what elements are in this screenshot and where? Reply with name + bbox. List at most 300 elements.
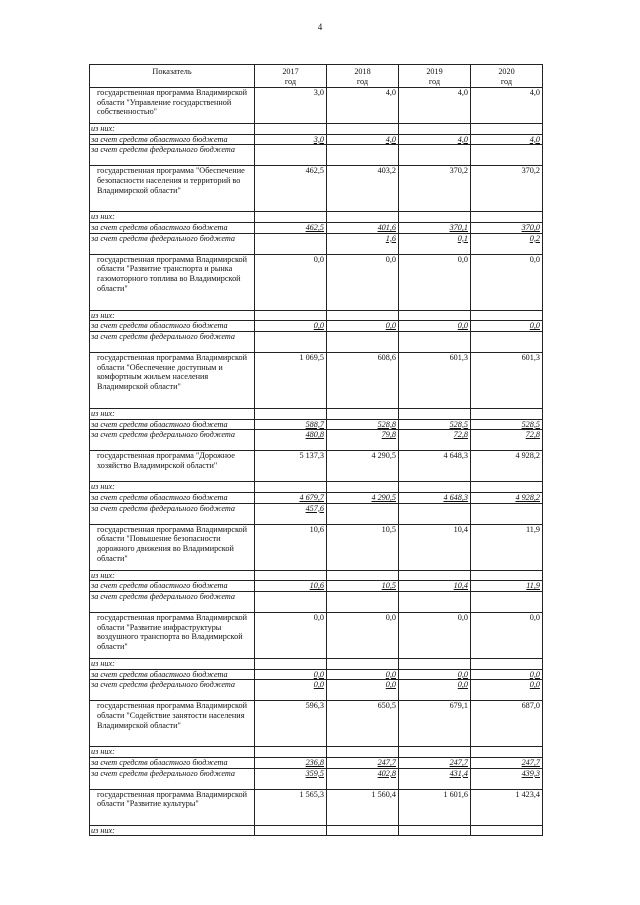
- value-text: 0,0: [385, 669, 396, 679]
- value-cell: [471, 669, 543, 680]
- program-row: [90, 451, 543, 482]
- value-text: 528,5: [449, 419, 468, 429]
- sub-row: [90, 503, 543, 524]
- value-text: 0,0: [313, 613, 324, 623]
- value-text: 370,1: [449, 223, 468, 233]
- value-text: 0,0: [529, 254, 540, 264]
- value-text: 72,8: [453, 430, 468, 440]
- value-cell: [399, 613, 471, 659]
- value-cell: [255, 145, 327, 166]
- value-cell: [255, 409, 327, 420]
- table-body: [90, 88, 543, 836]
- value-cell: [327, 768, 399, 789]
- header-year: 2020: [498, 67, 515, 76]
- value-cell: [327, 430, 399, 451]
- value-cell: [399, 669, 471, 680]
- value-cell: [327, 145, 399, 166]
- value-cell: [327, 332, 399, 353]
- value-cell: [255, 134, 327, 145]
- value-cell: [399, 233, 471, 254]
- value-text: 401,6: [377, 223, 396, 233]
- value-text: 1 423,4: [515, 789, 540, 799]
- value-text: 0,0: [385, 613, 396, 623]
- value-cell: [471, 145, 543, 166]
- value-cell: [255, 321, 327, 332]
- sub-row: [90, 768, 543, 789]
- value-text: 0,2: [529, 233, 540, 243]
- value-cell: [255, 482, 327, 493]
- value-text: 1 565,3: [299, 789, 324, 799]
- sub-row: [90, 825, 543, 836]
- sub-label: за счет средств областного бюджета: [90, 419, 255, 430]
- value-text: 0,0: [529, 669, 540, 679]
- value-cell: [255, 419, 327, 430]
- value-text: 1,6: [385, 233, 396, 243]
- value-text: 370,2: [521, 166, 540, 176]
- value-cell: [471, 451, 543, 482]
- value-cell: [399, 659, 471, 670]
- value-cell: [327, 747, 399, 758]
- value-text: 0,0: [385, 680, 396, 690]
- value-text: 236,8: [305, 758, 324, 768]
- value-cell: [327, 758, 399, 769]
- value-cell: [399, 768, 471, 789]
- value-cell: [255, 212, 327, 223]
- value-cell: [255, 659, 327, 670]
- value-text: 72,8: [525, 430, 540, 440]
- value-cell: [471, 592, 543, 613]
- program-row: [90, 166, 543, 212]
- program-row: [90, 613, 543, 659]
- sub-label: за счет средств областного бюджета: [90, 493, 255, 504]
- program-label: государственная программа Владимирской области "Развитие культуры": [90, 789, 255, 825]
- value-cell: [471, 430, 543, 451]
- value-cell: [255, 592, 327, 613]
- value-cell: [471, 825, 543, 836]
- value-cell: [255, 166, 327, 212]
- value-cell: [255, 613, 327, 659]
- header-year: 2019: [426, 67, 443, 76]
- program-label: государственная программа Владимирской области "Управление государственной собственностью": [90, 88, 255, 124]
- value-cell: [471, 419, 543, 430]
- value-cell: [399, 223, 471, 234]
- value-text: 10,5: [381, 581, 396, 591]
- value-cell: [327, 493, 399, 504]
- sub-label: за счет средств федерального бюджета: [90, 145, 255, 166]
- sub-row: [90, 747, 543, 758]
- value-text: 457,6: [305, 503, 324, 513]
- value-cell: [255, 570, 327, 581]
- budget-table: [89, 64, 543, 836]
- value-cell: [399, 124, 471, 135]
- value-cell: [255, 124, 327, 135]
- value-text: 79,8: [381, 430, 396, 440]
- value-cell: [255, 789, 327, 825]
- sub-row: [90, 332, 543, 353]
- value-cell: [255, 332, 327, 353]
- value-text: 4 648,3: [443, 451, 468, 461]
- sub-label: за счет средств областного бюджета: [90, 134, 255, 145]
- value-cell: [327, 223, 399, 234]
- value-text: 247,7: [449, 758, 468, 768]
- sub-label: за счет средств областного бюджета: [90, 669, 255, 680]
- value-text: 11,9: [525, 524, 540, 534]
- value-text: 0,0: [313, 321, 324, 331]
- value-text: 402,8: [377, 768, 396, 778]
- header-unit: год: [356, 76, 369, 86]
- value-text: 462,5: [305, 166, 324, 176]
- header-year-2018: [327, 65, 399, 88]
- value-text: 439,3: [521, 768, 540, 778]
- value-cell: [327, 482, 399, 493]
- value-text: 4,0: [529, 88, 540, 97]
- value-cell: [399, 332, 471, 353]
- value-cell: [471, 680, 543, 701]
- program-label: государственная программа "Дорожное хозяйство Владимирской области": [90, 451, 255, 482]
- value-text: 5 137,3: [299, 451, 324, 461]
- sub-label: за счет средств областного бюджета: [90, 223, 255, 234]
- value-text: 0,0: [313, 254, 324, 264]
- value-cell: [399, 254, 471, 310]
- value-cell: [327, 353, 399, 409]
- header-indicator: Показатель: [90, 65, 255, 88]
- sub-label: из них:: [90, 124, 255, 135]
- program-row: [90, 254, 543, 310]
- value-text: 11,9: [526, 581, 540, 591]
- sub-row: [90, 758, 543, 769]
- program-label: государственная программа "Обеспечение безопасности населения и территорий во Владимирской области": [90, 166, 255, 212]
- value-text: 601,3: [521, 353, 540, 363]
- value-cell: [399, 419, 471, 430]
- sub-label: за счет средств федерального бюджета: [90, 430, 255, 451]
- value-text: 4,0: [457, 88, 468, 97]
- sub-row: [90, 669, 543, 680]
- value-cell: [255, 233, 327, 254]
- value-cell: [255, 825, 327, 836]
- value-text: 403,2: [377, 166, 396, 176]
- value-cell: [327, 212, 399, 223]
- value-text: 4 928,2: [515, 451, 540, 461]
- value-text: 10,4: [453, 524, 468, 534]
- sub-row: [90, 124, 543, 135]
- value-cell: [327, 166, 399, 212]
- program-row: [90, 701, 543, 747]
- value-cell: [255, 768, 327, 789]
- value-cell: [327, 134, 399, 145]
- value-text: 0,0: [457, 669, 468, 679]
- value-cell: [327, 592, 399, 613]
- value-cell: [471, 321, 543, 332]
- value-cell: [327, 419, 399, 430]
- value-text: 0,1: [457, 233, 468, 243]
- value-cell: [255, 88, 327, 124]
- sub-row: [90, 409, 543, 420]
- value-cell: [327, 254, 399, 310]
- value-text: 0,0: [529, 680, 540, 690]
- sub-row: [90, 212, 543, 223]
- value-text: 10,4: [453, 581, 468, 591]
- value-text: 4 928,2: [515, 493, 540, 503]
- sub-row: [90, 581, 543, 592]
- value-cell: [399, 789, 471, 825]
- sub-label: за счет средств федерального бюджета: [90, 233, 255, 254]
- value-text: 370,2: [449, 166, 468, 176]
- value-cell: [399, 680, 471, 701]
- value-cell: [327, 451, 399, 482]
- sub-row: [90, 145, 543, 166]
- program-label: государственная программа Владимирской области "Развитие транспорта и рынка газомоторного топлива во Владимирской области": [90, 254, 255, 310]
- value-cell: [471, 524, 543, 570]
- sub-row: [90, 310, 543, 321]
- sub-row: [90, 134, 543, 145]
- value-cell: [399, 353, 471, 409]
- value-cell: [471, 353, 543, 409]
- value-cell: [255, 747, 327, 758]
- program-label: государственная программа Владимирской области "Содействие занятости населения Владимирской области": [90, 701, 255, 747]
- value-cell: [399, 88, 471, 124]
- value-text: 0,0: [457, 613, 468, 623]
- sub-label: из них:: [90, 310, 255, 321]
- sub-label: за счет средств федерального бюджета: [90, 680, 255, 701]
- sub-label: из них:: [90, 212, 255, 223]
- value-cell: [327, 669, 399, 680]
- value-cell: [471, 223, 543, 234]
- value-text: 1 601,6: [443, 789, 468, 799]
- sub-row: [90, 223, 543, 234]
- value-cell: [327, 789, 399, 825]
- sub-label: за счет средств федерального бюджета: [90, 768, 255, 789]
- sub-row: [90, 482, 543, 493]
- value-text: 4 290,5: [371, 451, 396, 461]
- sub-row: [90, 680, 543, 701]
- value-text: 0,0: [529, 613, 540, 623]
- sub-label: из них:: [90, 747, 255, 758]
- value-text: 650,5: [377, 701, 396, 711]
- sub-row: [90, 233, 543, 254]
- value-cell: [471, 254, 543, 310]
- value-text: 679,1: [449, 701, 468, 711]
- sub-row: [90, 659, 543, 670]
- value-text: 596,3: [305, 701, 324, 711]
- value-cell: [399, 430, 471, 451]
- value-text: 4 679,7: [299, 493, 324, 503]
- program-row: [90, 88, 543, 124]
- value-text: 0,0: [385, 254, 396, 264]
- value-text: 687,0: [521, 701, 540, 711]
- program-label: государственная программа Владимирской области "Повышение безопасности дорожного движения во Владимирской области": [90, 524, 255, 570]
- value-text: 528,8: [377, 419, 396, 429]
- header-year-2019: [399, 65, 471, 88]
- value-cell: [399, 747, 471, 758]
- value-text: 0,0: [313, 680, 324, 690]
- value-cell: [471, 332, 543, 353]
- value-cell: [255, 353, 327, 409]
- value-cell: [327, 88, 399, 124]
- value-text: 4,0: [385, 134, 396, 144]
- value-cell: [399, 493, 471, 504]
- value-cell: [399, 482, 471, 493]
- value-cell: [255, 451, 327, 482]
- value-cell: [399, 321, 471, 332]
- value-cell: [255, 524, 327, 570]
- value-cell: [327, 581, 399, 592]
- value-text: 359,5: [305, 768, 324, 778]
- sub-label: из них:: [90, 409, 255, 420]
- value-cell: [399, 503, 471, 524]
- page-number: 4: [317, 22, 323, 32]
- value-cell: [255, 254, 327, 310]
- value-cell: [255, 758, 327, 769]
- value-text: 10,5: [381, 524, 396, 534]
- value-cell: [471, 88, 543, 124]
- value-text: 247,7: [521, 758, 540, 768]
- value-cell: [471, 166, 543, 212]
- value-text: 3,0: [313, 134, 324, 144]
- value-cell: [327, 524, 399, 570]
- value-text: 0,0: [457, 680, 468, 690]
- value-cell: [327, 825, 399, 836]
- value-text: 4 648,3: [443, 493, 468, 503]
- value-cell: [471, 212, 543, 223]
- value-cell: [399, 524, 471, 570]
- value-cell: [327, 701, 399, 747]
- value-cell: [471, 768, 543, 789]
- value-cell: [255, 430, 327, 451]
- sub-label: за счет средств федерального бюджета: [90, 592, 255, 613]
- value-cell: [327, 124, 399, 135]
- value-text: 431,4: [449, 768, 468, 778]
- value-cell: [255, 493, 327, 504]
- sub-row: [90, 570, 543, 581]
- value-text: 608,6: [377, 353, 396, 363]
- value-cell: [255, 310, 327, 321]
- program-label: государственная программа Владимирской области "Развитие инфраструктуры воздушного транспорта во Владимирской области": [90, 613, 255, 659]
- value-cell: [399, 409, 471, 420]
- value-cell: [255, 680, 327, 701]
- value-cell: [471, 747, 543, 758]
- value-text: 1 560,4: [371, 789, 396, 799]
- value-cell: [327, 409, 399, 420]
- value-cell: [327, 659, 399, 670]
- sub-row: [90, 321, 543, 332]
- value-text: 0,0: [457, 321, 468, 331]
- value-text: 370,0: [521, 223, 540, 233]
- header-year-2020: [471, 65, 543, 88]
- sub-label: из них:: [90, 482, 255, 493]
- value-text: 3,0: [313, 88, 324, 97]
- value-cell: [255, 669, 327, 680]
- value-cell: [471, 581, 543, 592]
- value-cell: [399, 134, 471, 145]
- value-cell: [327, 310, 399, 321]
- value-cell: [399, 701, 471, 747]
- sub-row: [90, 430, 543, 451]
- value-cell: [471, 124, 543, 135]
- sub-row: [90, 419, 543, 430]
- value-cell: [255, 223, 327, 234]
- value-cell: [471, 482, 543, 493]
- value-cell: [255, 503, 327, 524]
- value-text: 462,5: [305, 223, 324, 233]
- value-cell: [471, 570, 543, 581]
- sub-label: за счет средств федерального бюджета: [90, 332, 255, 353]
- header-unit: год: [500, 76, 513, 86]
- value-cell: [471, 503, 543, 524]
- value-cell: [471, 789, 543, 825]
- value-text: 601,3: [449, 353, 468, 363]
- value-cell: [327, 613, 399, 659]
- header-unit: год: [284, 76, 297, 86]
- sub-row: [90, 493, 543, 504]
- value-cell: [471, 758, 543, 769]
- value-cell: [327, 503, 399, 524]
- program-row: [90, 524, 543, 570]
- sub-label: за счет средств областного бюджета: [90, 758, 255, 769]
- sub-label: за счет средств областного бюджета: [90, 321, 255, 332]
- sub-label: из них:: [90, 570, 255, 581]
- header-year-2017: [255, 65, 327, 88]
- value-cell: [327, 233, 399, 254]
- value-cell: [399, 758, 471, 769]
- value-text: 0,0: [313, 669, 324, 679]
- value-text: 4,0: [457, 134, 468, 144]
- value-text: 588,7: [305, 419, 324, 429]
- header-year: 2017: [282, 67, 299, 76]
- value-cell: [471, 659, 543, 670]
- value-cell: [327, 570, 399, 581]
- sub-label: за счет средств федерального бюджета: [90, 503, 255, 524]
- header-unit: год: [428, 76, 441, 86]
- program-row: [90, 353, 543, 409]
- value-text: 480,8: [305, 430, 324, 440]
- value-cell: [471, 701, 543, 747]
- table-header-row: [90, 65, 543, 88]
- value-text: 4,0: [385, 88, 396, 97]
- program-row: [90, 789, 543, 825]
- value-cell: [399, 570, 471, 581]
- value-cell: [399, 825, 471, 836]
- sub-label: из них:: [90, 825, 255, 836]
- sub-row: [90, 592, 543, 613]
- sub-label: за счет средств областного бюджета: [90, 581, 255, 592]
- value-text: 10,6: [309, 524, 324, 534]
- value-cell: [399, 592, 471, 613]
- value-cell: [399, 581, 471, 592]
- header-year: 2018: [354, 67, 371, 76]
- value-cell: [471, 134, 543, 145]
- value-cell: [255, 581, 327, 592]
- value-cell: [327, 680, 399, 701]
- value-cell: [399, 212, 471, 223]
- value-text: 247,7: [377, 758, 396, 768]
- sub-label: из них:: [90, 659, 255, 670]
- value-text: 0,0: [385, 321, 396, 331]
- value-cell: [471, 493, 543, 504]
- value-cell: [327, 321, 399, 332]
- value-text: 4,0: [529, 134, 540, 144]
- value-text: 1 069,5: [299, 353, 324, 363]
- value-cell: [471, 310, 543, 321]
- value-cell: [399, 166, 471, 212]
- value-text: 10,6: [309, 581, 324, 591]
- value-cell: [471, 233, 543, 254]
- value-text: 0,0: [529, 321, 540, 331]
- value-text: 0,0: [457, 254, 468, 264]
- value-cell: [255, 701, 327, 747]
- value-cell: [399, 310, 471, 321]
- value-cell: [399, 145, 471, 166]
- value-cell: [471, 613, 543, 659]
